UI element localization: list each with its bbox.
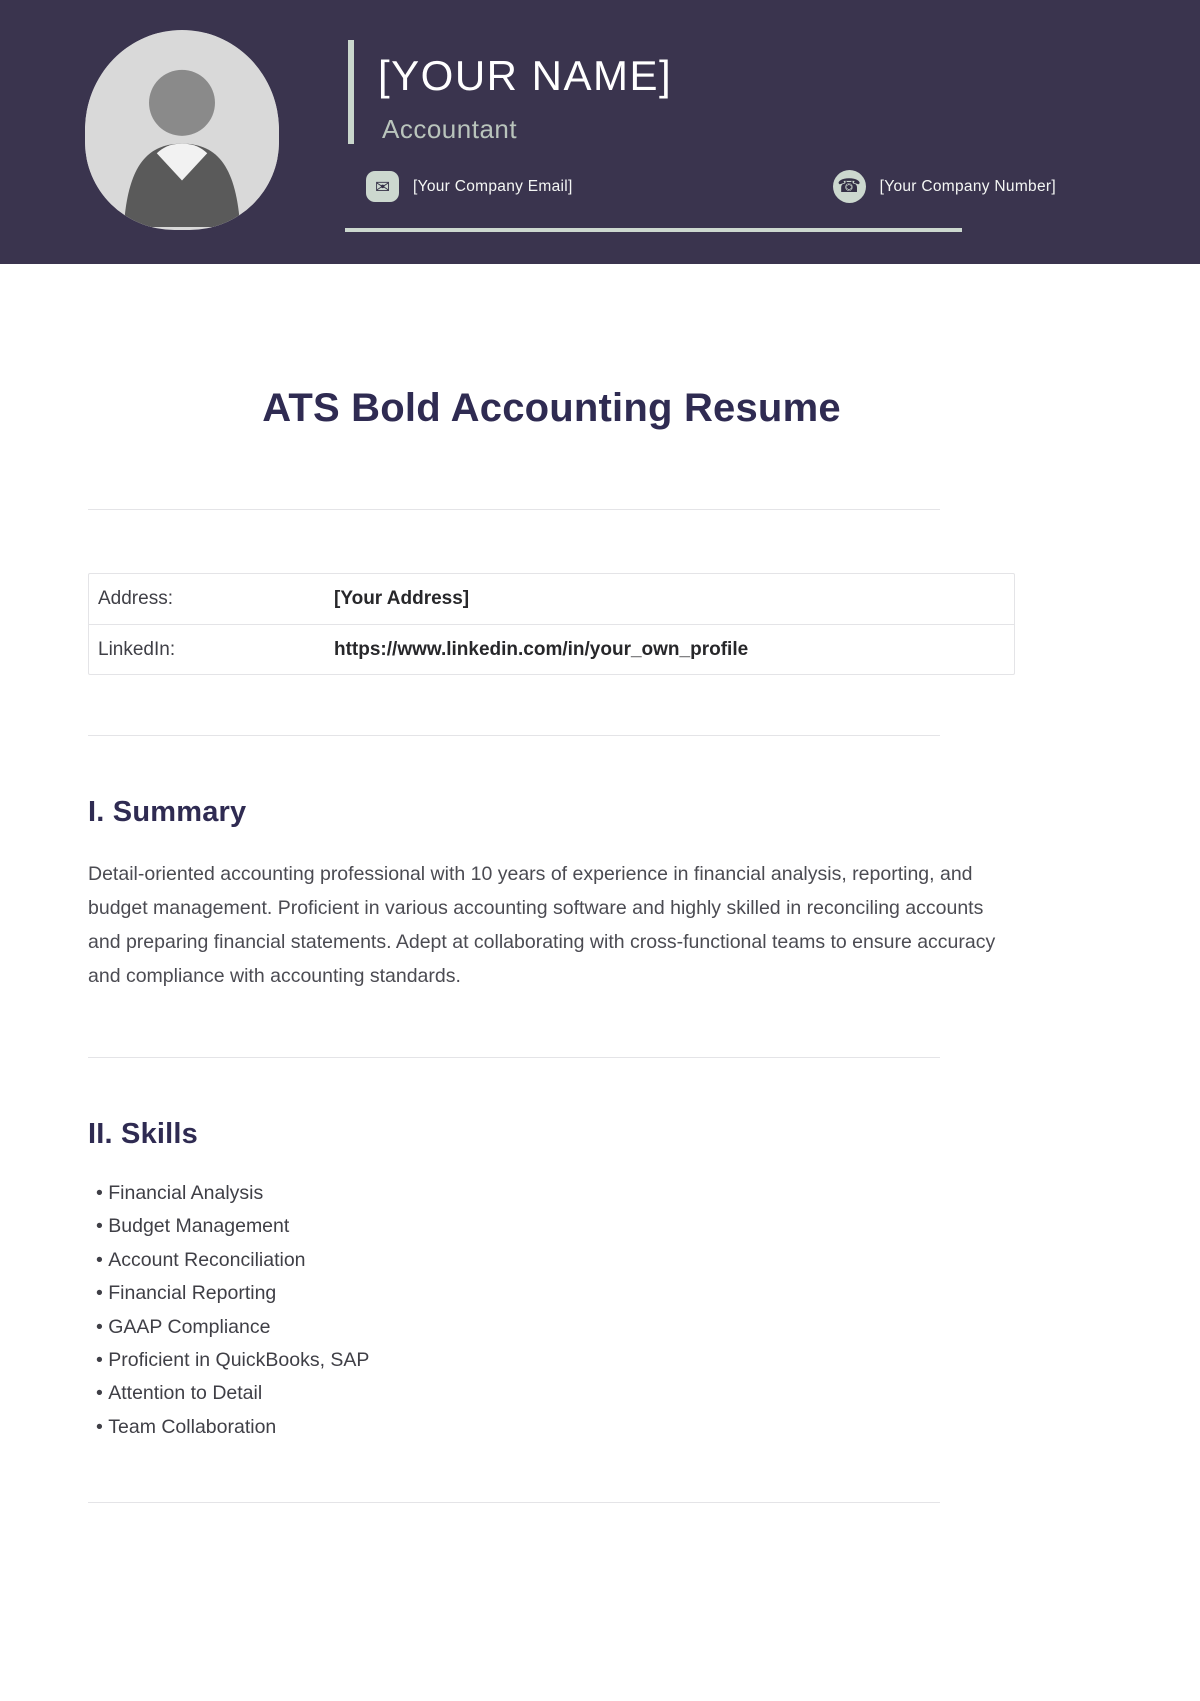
list-item: • GAAP Compliance bbox=[96, 1311, 1015, 1344]
summary-paragraph: Detail-oriented accounting professional with 10 years of experience in financial analysis, reporting, and budget management. Proficient in various accounting software and highly skilled in reconciling accounts and preparing financial statements. Adept at collaborating with cross-functional teams to ensure accuracy and compliance with accounting standards. bbox=[88, 863, 996, 987]
list-item: • Team Collaboration bbox=[96, 1411, 1015, 1444]
list-item: • Attention to Detail bbox=[96, 1377, 1015, 1410]
person-silhouette-icon bbox=[85, 30, 279, 230]
person-name: [YOUR NAME] bbox=[378, 52, 673, 99]
mail-icon: ✉ bbox=[366, 171, 399, 202]
linkedin-label: LinkedIn: bbox=[98, 638, 176, 660]
phone-label: [Your Company Number] bbox=[879, 177, 1056, 195]
address-value: [Your Address] bbox=[334, 588, 470, 609]
person-role: Accountant bbox=[382, 114, 518, 144]
resume-body bbox=[88, 386, 1015, 1503]
contact-row bbox=[366, 170, 1056, 203]
divider bbox=[88, 735, 940, 736]
divider bbox=[88, 1502, 940, 1503]
skills-heading: II. Skills bbox=[88, 1118, 198, 1150]
header-underline bbox=[345, 228, 962, 232]
divider bbox=[88, 509, 940, 510]
divider bbox=[88, 1057, 940, 1058]
table-row bbox=[89, 574, 1014, 624]
email-group bbox=[366, 171, 573, 202]
summary-heading: I. Summary bbox=[88, 796, 247, 828]
list-item: • Budget Management bbox=[96, 1210, 1015, 1243]
phone-icon: ☎ bbox=[833, 170, 866, 203]
skills-list bbox=[88, 1177, 1015, 1444]
profile-photo bbox=[85, 30, 279, 230]
list-item: • Financial Analysis bbox=[96, 1177, 1015, 1210]
linkedin-value: https://www.linkedin.com/in/your_own_profile bbox=[334, 638, 749, 660]
phone-group bbox=[833, 170, 1056, 203]
email-label: [Your Company Email] bbox=[413, 177, 573, 195]
list-item: • Proficient in QuickBooks, SAP bbox=[96, 1344, 1015, 1377]
address-label: Address: bbox=[98, 588, 173, 609]
list-item: • Financial Reporting bbox=[96, 1277, 1015, 1310]
page-title: ATS Bold Accounting Resume bbox=[262, 386, 841, 430]
list-item: • Account Reconciliation bbox=[96, 1244, 1015, 1277]
contact-info-table bbox=[88, 573, 1015, 675]
table-row bbox=[89, 624, 1014, 674]
resume-header bbox=[0, 0, 1200, 264]
name-accent-bar bbox=[348, 40, 354, 144]
